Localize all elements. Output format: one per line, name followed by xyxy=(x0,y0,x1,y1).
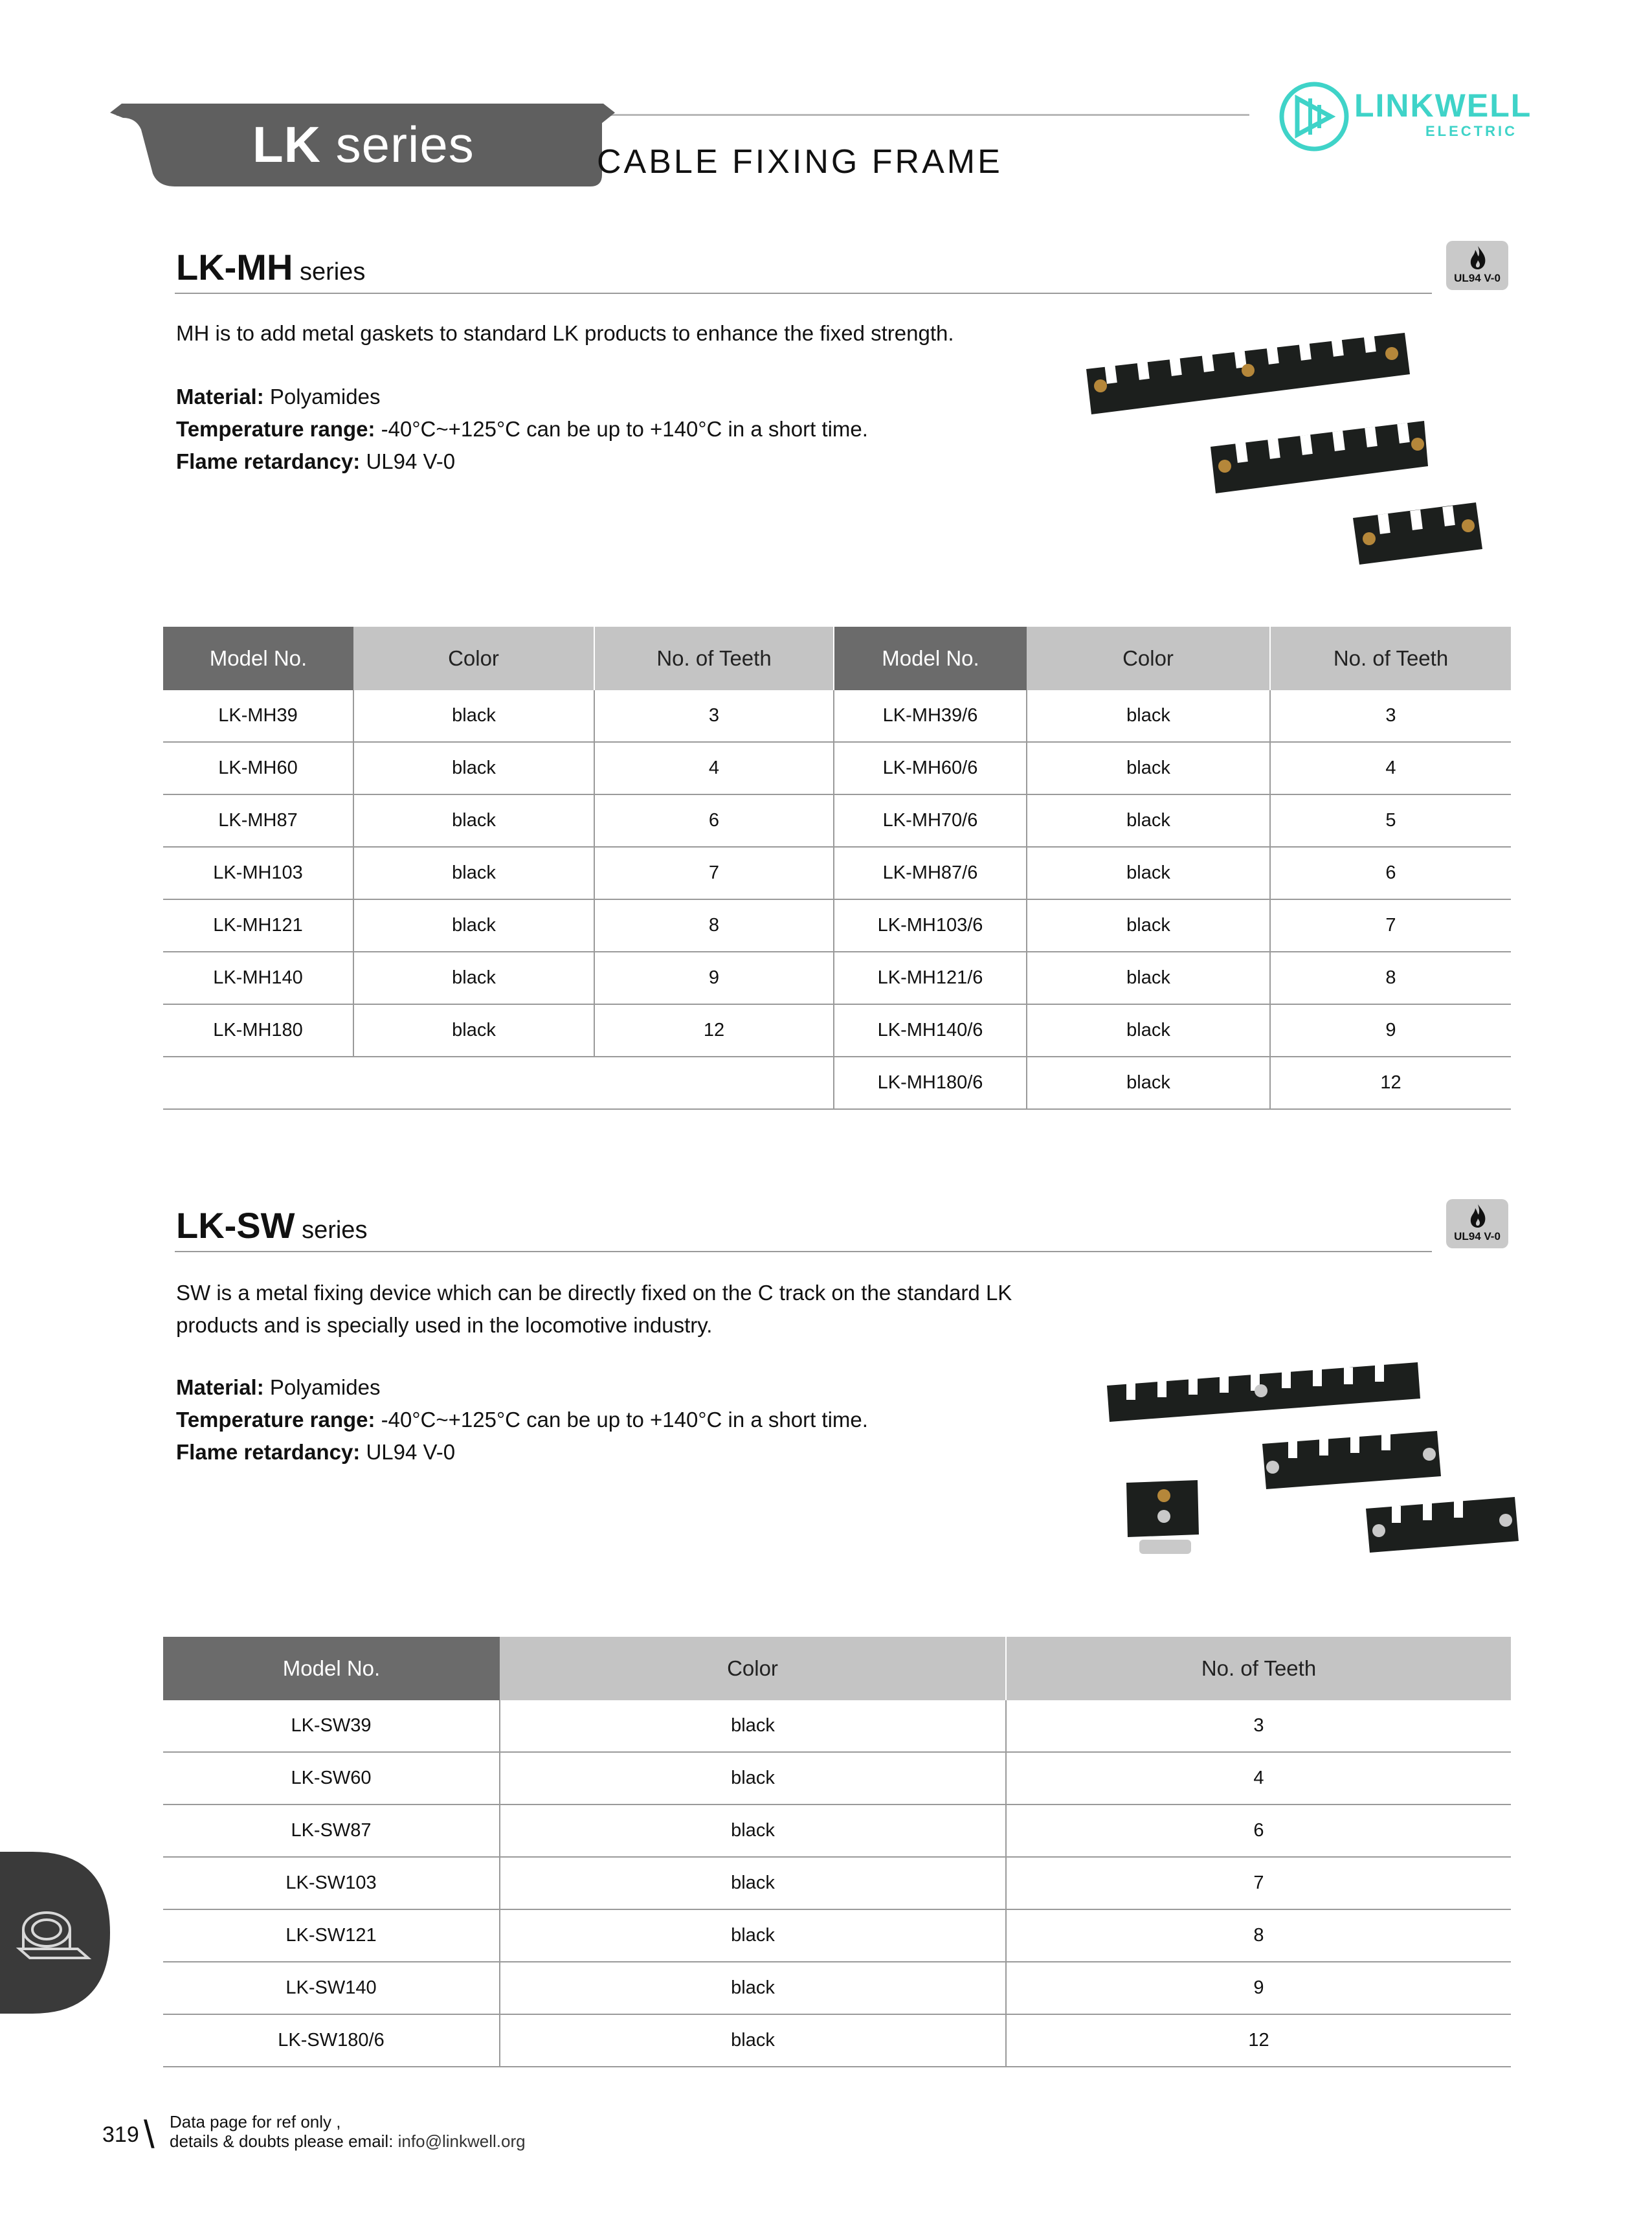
page-subtitle: CABLE FIXING FRAME xyxy=(597,143,1003,181)
mh-ul94-badge xyxy=(1446,241,1508,290)
color-cell: black xyxy=(1027,794,1270,847)
teeth-cell: 3 xyxy=(1270,690,1511,742)
teeth-cell: 9 xyxy=(1270,1004,1511,1057)
color-cell: black xyxy=(1027,847,1270,899)
teeth-cell: 7 xyxy=(594,847,834,899)
mh-temperature: Temperature range: -40°C~+125°C can be up to +140°C in a short time. xyxy=(176,417,868,441)
teeth-cell: 4 xyxy=(594,742,834,794)
model-cell: LK-MH121/6 xyxy=(834,952,1027,1004)
color-cell: black xyxy=(1027,952,1270,1004)
side-category-tab xyxy=(0,1852,110,2014)
mh-header-model: Model No. xyxy=(163,627,353,690)
mh-material: Material: Polyamides xyxy=(176,385,381,409)
model-cell: LK-MH180/6 xyxy=(834,1057,1027,1109)
table-row xyxy=(163,742,1511,794)
model-cell: LK-MH103 xyxy=(163,847,353,899)
model-cell: LK-MH39 xyxy=(163,690,353,742)
logo-name: LINKWELL xyxy=(1354,87,1532,124)
model-cell xyxy=(163,1057,353,1109)
model-cell: LK-MH87/6 xyxy=(834,847,1027,899)
color-cell: black xyxy=(500,1962,1006,2014)
table-row xyxy=(163,1752,1511,1804)
footer-divider: \ xyxy=(144,2113,155,2156)
color-cell: black xyxy=(1027,742,1270,794)
footer-note xyxy=(170,2112,526,2151)
mh-flame: Flame retardancy: UL94 V-0 xyxy=(176,449,456,473)
footer-line1: Data page for ref only , xyxy=(170,2112,341,2131)
mh-header-teeth: No. of Teeth xyxy=(594,627,834,690)
teeth-cell: 3 xyxy=(594,690,834,742)
sw-flame: Flame retardancy: UL94 V-0 xyxy=(176,1440,456,1464)
teeth-cell: 12 xyxy=(1006,2014,1511,2067)
sw-ul94-badge xyxy=(1446,1199,1508,1248)
model-cell: LK-MH121 xyxy=(163,899,353,952)
model-cell: LK-SW60 xyxy=(163,1752,500,1804)
table-row xyxy=(163,1804,1511,1857)
model-cell: LK-MH70/6 xyxy=(834,794,1027,847)
model-cell: LK-MH60/6 xyxy=(834,742,1027,794)
color-cell: black xyxy=(353,794,594,847)
footer-email-link[interactable]: info@linkwell.org xyxy=(397,2131,526,2151)
series-tab-label: LK series xyxy=(252,116,474,173)
model-cell: LK-SW140 xyxy=(163,1962,500,2014)
table-row xyxy=(163,952,1511,1004)
sw-header-model: Model No. xyxy=(163,1637,500,1700)
sw-material: Material: Polyamides xyxy=(176,1375,381,1399)
sw-description-line2: products and is specially used in the locomotive industry. xyxy=(176,1313,713,1337)
teeth-cell: 6 xyxy=(594,794,834,847)
color-cell: black xyxy=(1027,899,1270,952)
table-row xyxy=(163,2014,1511,2067)
model-cell: LK-MH60 xyxy=(163,742,353,794)
teeth-cell: 9 xyxy=(594,952,834,1004)
sw-header-color: Color xyxy=(500,1637,1006,1700)
model-cell: LK-SW121 xyxy=(163,1909,500,1962)
teeth-cell: 8 xyxy=(1270,952,1511,1004)
sw-table-header-row xyxy=(163,1637,1511,1700)
color-cell: black xyxy=(500,1804,1006,1857)
teeth-cell: 4 xyxy=(1270,742,1511,794)
table-row xyxy=(163,690,1511,742)
teeth-cell: 12 xyxy=(594,1004,834,1057)
mh-product-image xyxy=(1075,324,1515,596)
mh-table-header-row xyxy=(163,627,1511,690)
model-cell: LK-MH180 xyxy=(163,1004,353,1057)
teeth-cell: 7 xyxy=(1270,899,1511,952)
sw-temperature: Temperature range: -40°C~+125°C can be up to +140°C in a short time. xyxy=(176,1408,868,1432)
sw-badge-text: UL94 V-0 xyxy=(1454,1230,1501,1242)
sw-description-line1: SW is a metal fixing device which can be directly fixed on the C track on the standard LK xyxy=(176,1281,1012,1305)
teeth-cell: 9 xyxy=(1006,1962,1511,2014)
footer-line2: details & doubts please email: info@linkwell.org xyxy=(170,2131,526,2151)
teeth-cell: 8 xyxy=(594,899,834,952)
color-cell: black xyxy=(1027,1057,1270,1109)
color-cell: black xyxy=(353,952,594,1004)
color-cell: black xyxy=(353,847,594,899)
color-cell: black xyxy=(500,1700,1006,1752)
mh-header-color: Color xyxy=(1027,627,1270,690)
model-cell: LK-MH140/6 xyxy=(834,1004,1027,1057)
flame-icon xyxy=(1468,1203,1488,1229)
sw-header-teeth: No. of Teeth xyxy=(1006,1637,1511,1700)
logo-icon xyxy=(1279,79,1350,154)
mh-section-title: LK-MH series xyxy=(176,247,366,287)
color-cell: black xyxy=(500,1752,1006,1804)
teeth-cell: 6 xyxy=(1006,1804,1511,1857)
color-cell: black xyxy=(500,1857,1006,1909)
teeth-cell: 3 xyxy=(1006,1700,1511,1752)
teeth-cell: 12 xyxy=(1270,1057,1511,1109)
mh-header-teeth: No. of Teeth xyxy=(1270,627,1511,690)
table-row xyxy=(163,1909,1511,1962)
table-row xyxy=(163,1057,1511,1109)
teeth-cell: 4 xyxy=(1006,1752,1511,1804)
color-cell: black xyxy=(1027,690,1270,742)
teeth-cell: 8 xyxy=(1006,1909,1511,1962)
model-cell: LK-MH140 xyxy=(163,952,353,1004)
model-cell: LK-SW87 xyxy=(163,1804,500,1857)
model-cell: LK-SW103 xyxy=(163,1857,500,1909)
sw-table xyxy=(163,1637,1511,2067)
table-row xyxy=(163,1857,1511,1909)
teeth-cell: 5 xyxy=(1270,794,1511,847)
table-row xyxy=(163,847,1511,899)
table-row xyxy=(163,899,1511,952)
mh-badge-text: UL94 V-0 xyxy=(1454,272,1501,284)
page-number: 319 xyxy=(102,2122,139,2147)
table-row xyxy=(163,1962,1511,2014)
table-row xyxy=(163,794,1511,847)
color-cell: black xyxy=(1027,1004,1270,1057)
sw-section-title: LK-SW series xyxy=(176,1205,368,1246)
table-row xyxy=(163,1700,1511,1752)
color-cell: black xyxy=(353,899,594,952)
model-cell: LK-MH87 xyxy=(163,794,353,847)
color-cell xyxy=(353,1057,594,1109)
color-cell: black xyxy=(500,2014,1006,2067)
mh-table xyxy=(163,627,1511,1110)
sw-product-image xyxy=(1100,1334,1528,1573)
model-cell: LK-SW39 xyxy=(163,1700,500,1752)
teeth-cell: 6 xyxy=(1270,847,1511,899)
mh-description: MH is to add metal gaskets to standard LK products to enhance the fixed strength. xyxy=(176,321,954,345)
mh-section-rule xyxy=(175,293,1432,294)
color-cell: black xyxy=(353,1004,594,1057)
model-cell: LK-MH39/6 xyxy=(834,690,1027,742)
mh-header-color: Color xyxy=(353,627,594,690)
flame-icon xyxy=(1468,245,1488,271)
mh-header-model: Model No. xyxy=(834,627,1027,690)
color-cell: black xyxy=(500,1909,1006,1962)
sw-section-rule xyxy=(175,1251,1432,1252)
table-row xyxy=(163,1004,1511,1057)
model-cell: LK-SW180/6 xyxy=(163,2014,500,2067)
logo-subtitle: ELECTRIC xyxy=(1425,123,1517,139)
teeth-cell xyxy=(594,1057,834,1109)
model-cell: LK-MH103/6 xyxy=(834,899,1027,952)
teeth-cell: 7 xyxy=(1006,1857,1511,1909)
color-cell: black xyxy=(353,742,594,794)
color-cell: black xyxy=(353,690,594,742)
